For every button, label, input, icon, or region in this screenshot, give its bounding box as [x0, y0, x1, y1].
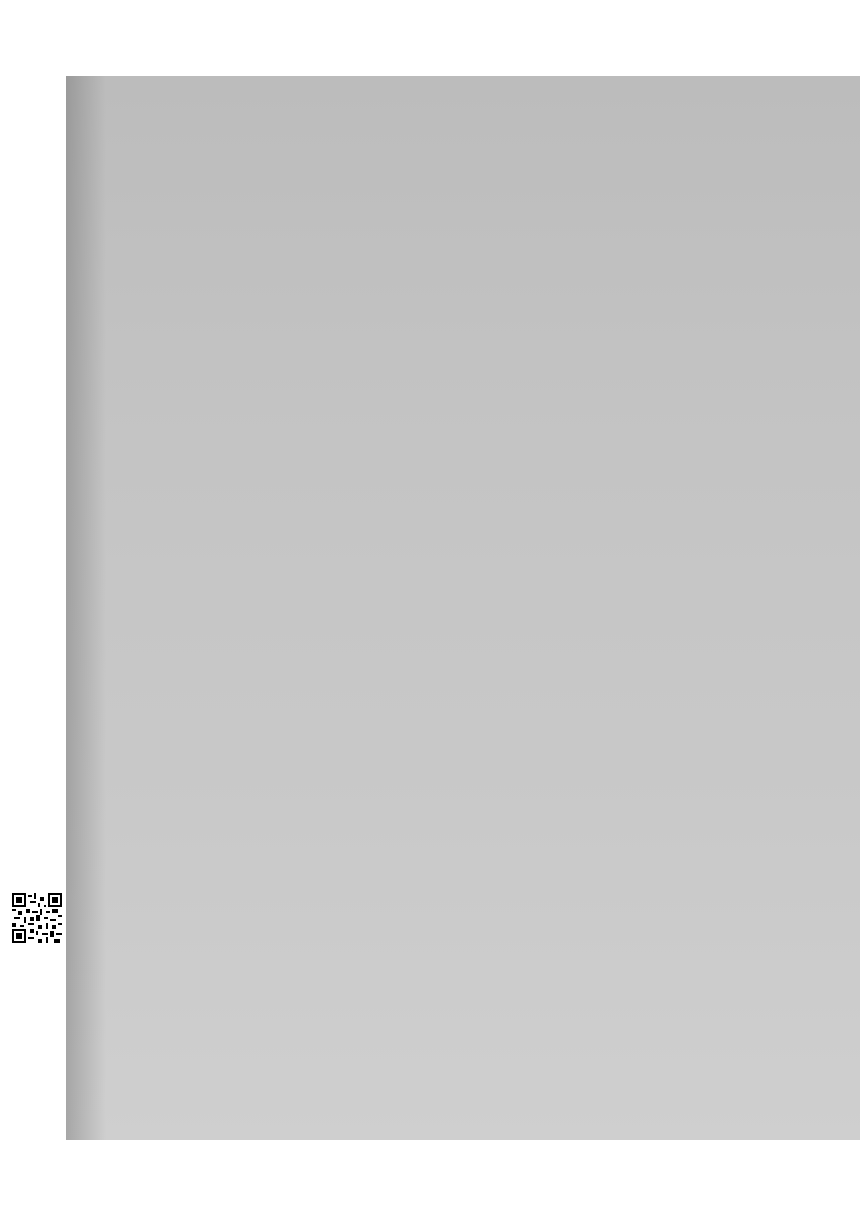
scanned-page-photo [66, 76, 860, 1140]
exam-page [116, 106, 816, 108]
page-edge-shadow [66, 76, 106, 1140]
qr-code-icon [12, 893, 62, 943]
